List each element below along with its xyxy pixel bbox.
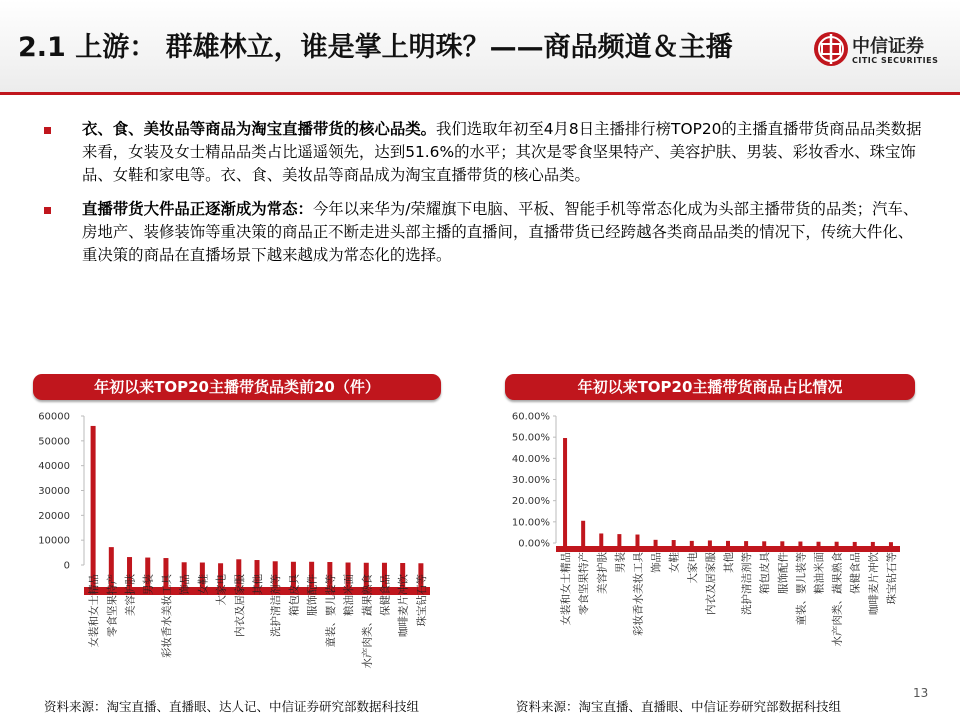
chart2-category-label: 女鞋 (668, 552, 681, 573)
chart1-category-label: 服饰配件 (306, 574, 319, 616)
logo-text-cn: 中信证券 (852, 36, 924, 57)
chart2-category-label: 粮油米面 (813, 552, 826, 594)
chart1-source: 资料来源：淘宝直播、直播眼、达人记、中信证券研究部数据科技组 (44, 699, 420, 714)
chart2-category-label: 女装和女士精品 (560, 552, 573, 626)
chart2-bar (617, 534, 621, 547)
chart1-category-label: 饰品 (179, 574, 192, 595)
chart1-y-tick-label: 50000 (38, 436, 70, 448)
chart1-category-label: 内衣及居家服 (233, 574, 246, 637)
bullet-lead: 直播带货大件品正逐渐成为常态： (82, 200, 313, 218)
chart2-y-tick-label: 10.00% (511, 517, 550, 529)
chart1-title: 年初以来TOP20主播带货品类前20（件） (33, 374, 441, 400)
chart2-y-tick-label: 40.00% (511, 453, 550, 465)
chart2-y-tick-label: 50.00% (511, 432, 550, 444)
chart2-bar (672, 540, 676, 547)
chart2-bar (780, 541, 784, 547)
bullet-text: 今年以来华为/荣耀旗下电脑、平板、智能手机等常态化成为头部主播带货的品类；汽车、房地产、装修装饰等重决策的商品正不断走进头部主播的直播间，直播带货已经跨越各类商品品类的情况下，传统大件化、重决策的商品在直播场景下越来越成为常态化的选择。 (82, 200, 919, 264)
chart2-bar (744, 541, 748, 547)
chart2-category-label: 服饰配件 (777, 552, 790, 594)
chart1-category-label: 童装、婴儿装等 (324, 574, 337, 648)
chart2-bar (563, 438, 567, 547)
chart1-y-tick-label: 30000 (38, 486, 70, 497)
chart1-category-label: 咖啡麦片冲饮 (397, 574, 410, 637)
chart1-y-tick-label: 10000 (38, 535, 70, 547)
chart2-y-tick-label: 0.00% (518, 538, 550, 550)
chart1-category-label: 珠宝钻石等 (415, 574, 428, 627)
chart2-bar (871, 542, 875, 547)
chart2-bar (690, 541, 694, 547)
chart2-category-label: 大家电 (686, 552, 699, 584)
chart2-category-label: 美容护肤 (596, 552, 609, 594)
chart1-category-label: 彩妆香水美妆工具 (160, 574, 173, 658)
chart2-category-label: 咖啡麦片冲饮 (867, 552, 880, 615)
chart2-bar (635, 535, 639, 547)
chart1-category-label: 粮油米面 (343, 574, 356, 616)
chart2-category-label: 男装 (614, 552, 627, 573)
chart2-bar (654, 540, 658, 547)
chart2-category-label: 童装、婴儿装等 (795, 552, 808, 626)
chart2-category-label: 珠宝钻石等 (885, 552, 898, 605)
chart1-category-label: 洗护清洁剂等 (270, 574, 283, 637)
chart1-category-label: 箱包皮具 (288, 574, 301, 616)
chart2-bar (853, 542, 857, 547)
chart2-bar (817, 542, 821, 547)
chart2-category-label: 内衣及居家服 (704, 552, 717, 615)
chart1-category-label: 大家电 (215, 574, 228, 606)
logo-text-en: CITIC SECURITIES (852, 56, 939, 65)
chart2-category-label: 其他 (723, 552, 735, 573)
chart2-y-tick-label: 20.00% (511, 496, 550, 508)
chart2-category-label: 饰品 (650, 552, 663, 573)
chart2-bar (835, 542, 839, 547)
chart1-category-label: 零食坚果特产 (106, 574, 119, 637)
chart2-category-label: 箱包皮具 (759, 552, 772, 594)
chart2-y-tick-label: 60.00% (511, 411, 550, 423)
chart2-bar (581, 521, 585, 547)
chart1-category-label: 男装 (142, 574, 155, 595)
chart2-y-tick-label: 30.00% (511, 475, 550, 486)
chart1-category-label: 水产肉类、蔬果熟食 (361, 574, 374, 669)
chart2-bar (708, 540, 712, 547)
chart2-bar (889, 542, 893, 547)
chart2-bar (726, 541, 730, 547)
chart2-bar (762, 541, 766, 547)
chart1-category-label: 保健食品 (379, 574, 392, 616)
page-number: 13 (913, 686, 929, 700)
chart1-category-label: 其他 (252, 574, 264, 595)
chart2-title: 年初以来TOP20主播带货商品占比情况 (505, 374, 915, 400)
chart2-category-label: 零食坚果特产 (578, 552, 591, 615)
chart1-bar (91, 426, 96, 588)
chart2-category-label: 洗护清洁剂等 (741, 552, 754, 615)
chart2-source: 资料来源：淘宝直播、直播眼、中信证券研究部数据科技组 (516, 699, 842, 714)
chart2-category-label: 保健食品 (849, 552, 862, 594)
chart1-y-tick-label: 0 (63, 560, 70, 572)
chart2-bar (798, 542, 802, 547)
slide-title: 2.1 上游： 群雄林立，谁是掌上明珠？——商品频道＆主播 (18, 32, 733, 63)
chart2-category-label: 彩妆香水美妆工具 (632, 552, 645, 636)
bullet-lead: 衣、食、美妆品等商品为淘宝直播带货的核心品类。 (82, 120, 436, 138)
chart2-category-label: 水产肉类、蔬果熟食 (831, 552, 844, 647)
chart1-category-label: 女鞋 (197, 574, 210, 595)
chart2-bar (599, 533, 603, 547)
chart1-y-tick-label: 60000 (38, 411, 70, 423)
chart1-category-label: 美容护肤 (124, 574, 137, 616)
chart1-y-tick-label: 40000 (38, 461, 70, 473)
chart1-category-label: 女装和女士精品 (88, 574, 101, 648)
chart1-y-tick-label: 20000 (38, 510, 70, 522)
bullet-text: 我们选取年初至4月8日主播排行榜TOP20的主播直播带货商品品类数据来看，女装及女士精品品类占比遥遥领先，达到51.6%的水平；其次是零食坚果特产、美容护肤、男装、彩妆香水、珠宝饰品、女鞋和家电等。衣、食、美妆品等商品成为淘宝直播带货的核心品类。 (82, 120, 922, 184)
